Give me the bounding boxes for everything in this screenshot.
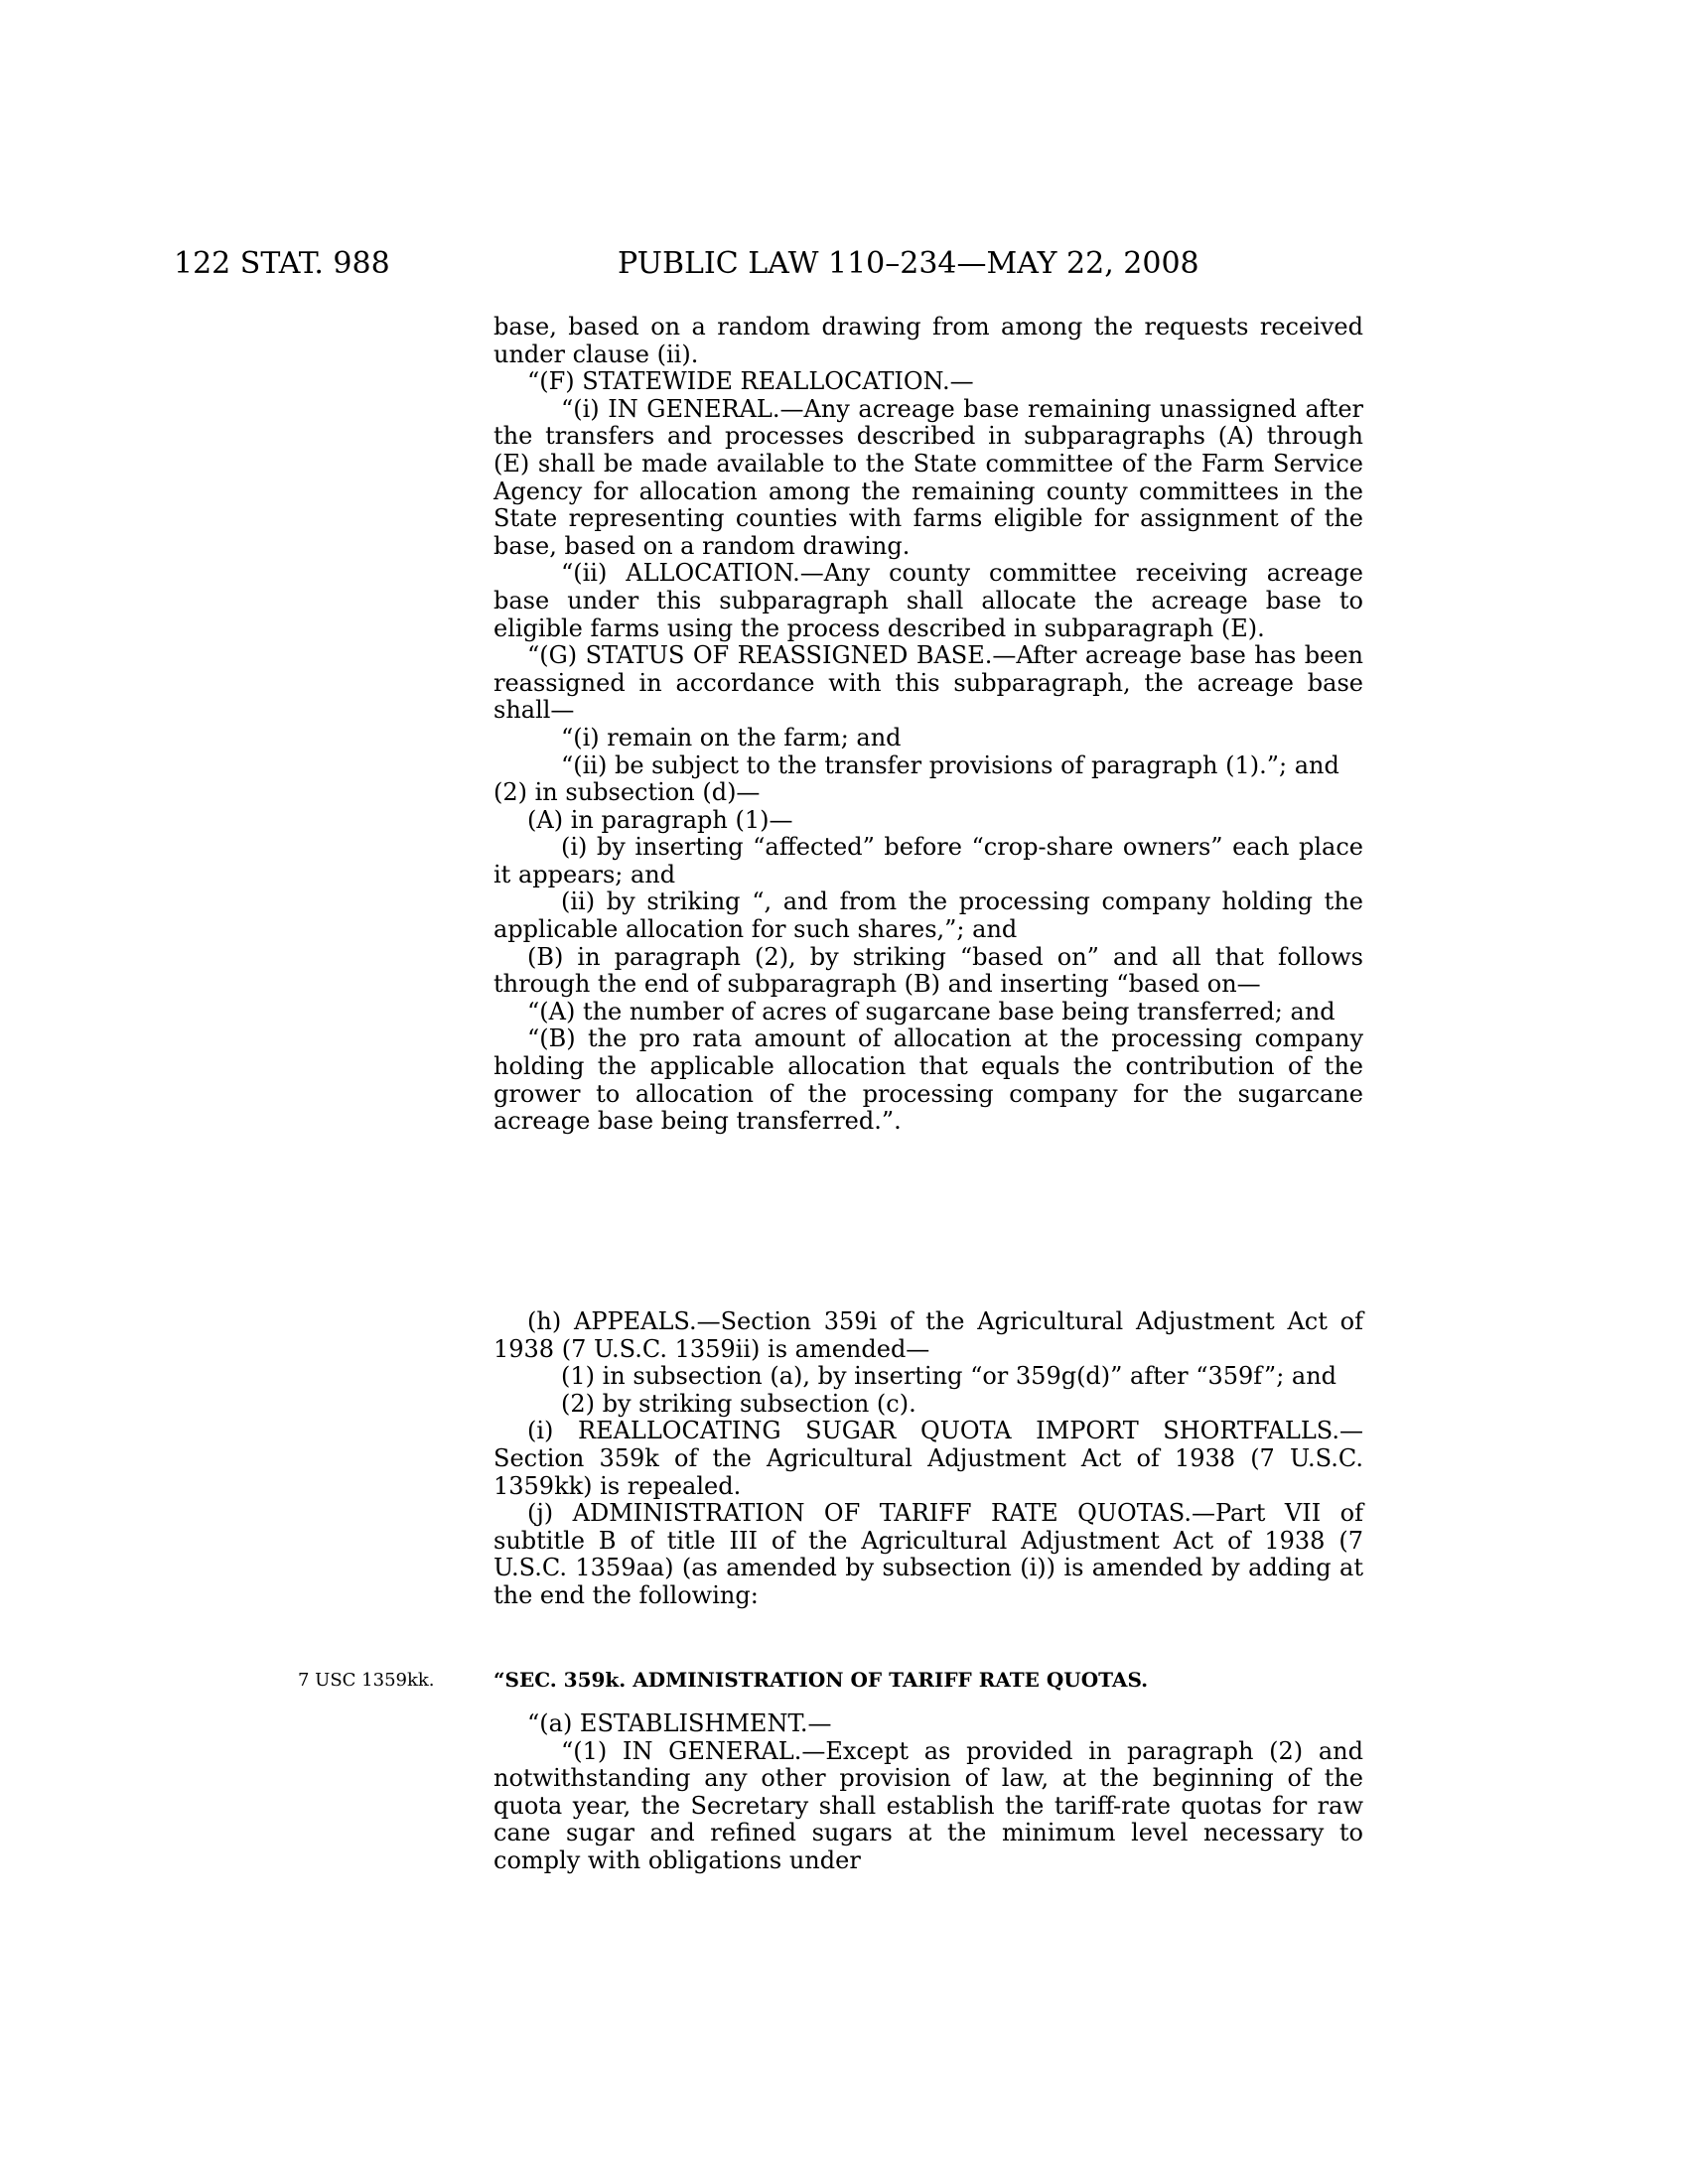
body-text-section [493,1710,1363,1875]
section-heading: “SEC. 359k. ADMINISTRATION OF TARIFF RATE QUOTAS. [493,1668,1149,1692]
paragraph: base, based on a random drawing from among the requests received under clause (ii). [493,313,1363,368]
paragraph: (B) in paragraph (2), by striking “based on” and all that follows through the end of subparagraph (B) and inserting “based on— [493,942,1363,999]
margin-note: 7 USC 1359kk. [298,1670,435,1691]
stat-page-number: 122 STAT. 988 [174,246,390,281]
paragraph: (h) APPEALS.—Section 359i of the Agricultural Adjustment Act of 1938 (7 U.S.C. 1359ii) is amended— [493,1307,1363,1363]
paragraph: “(i) IN GENERAL.—Any acreage base remaining unassigned after the transfers and processes described in subparagraphs (A) through (E) shall be made available to the State committee of the Farm Service Agency for allocation among the remaining county committees in the State representing counties with farms eligible for assignment of the base, based on a random drawing. [493,394,1363,560]
body-text-lower [493,1308,1363,1610]
paragraph: “(ii) be subject to the transfer provisions of paragraph (1).”; and [561,751,1339,779]
paragraph: “(A) the number of acres of sugarcane base being transferred; and [527,997,1336,1025]
paragraph: (i) REALLOCATING SUGAR QUOTA IMPORT SHORTFALLS.—Section 359k of the Agricultural Adjustment Act of 1938 (7 U.S.C. 1359kk) is repealed. [493,1417,1363,1500]
paragraph: (A) in paragraph (1)— [527,805,793,834]
public-law-title: PUBLIC LAW 110–234—MAY 22, 2008 [618,246,1199,281]
page-header [0,246,1688,286]
paragraph: “(F) STATEWIDE REALLOCATION.— [527,367,974,396]
paragraph: “(1) IN GENERAL.—Except as provided in paragraph (2) and notwithstanding any other provision of law, at the beginning of the quota year, the Secretary shall establish the tariff-rate quotas for raw cane sugar and refined sugars at the minimum level necessary to comply with obligations under [493,1736,1363,1874]
paragraph: “(ii) ALLOCATION.—Any county committee receiving acreage base under this subparagraph shall allocate the acreage base to eligible farms using the process described in subparagraph (E). [493,559,1363,642]
paragraph: “(a) ESTABLISHMENT.— [527,1709,832,1737]
paragraph: “(i) remain on the farm; and [561,723,902,751]
paragraph: (ii) by striking “, and from the processing company holding the applicable allocation for such shares,”; and [493,887,1363,944]
paragraph: (1) in subsection (a), by inserting “or 359g(d)” after “359f”; and [561,1362,1337,1391]
paragraph: “(B) the pro rata amount of allocation at the processing company holding the applicable allocation that equals the contribution of the grower to allocation of the processing company for the sugarcane acreage base being transferred.”. [493,1024,1363,1136]
body-text [493,314,1363,1136]
paragraph: “(G) STATUS OF REASSIGNED BASE.—After acreage base has been reassigned in accordance with this subparagraph, the acreage base shall— [493,641,1363,725]
paragraph: (2) by striking subsection (c). [561,1389,916,1418]
paragraph: (2) in subsection (d)— [493,778,761,807]
paragraph: (i) by inserting “affected” before “crop-share owners” each place it appears; and [493,833,1363,888]
paragraph: (j) ADMINISTRATION OF TARIFF RATE QUOTAS.—Part VII of subtitle B of title III of the Agricultural Adjustment Act of 1938 (7 U.S.C. 1359aa) (as amended by subsection (i)) is amended by adding at the end the following: [493,1499,1363,1609]
